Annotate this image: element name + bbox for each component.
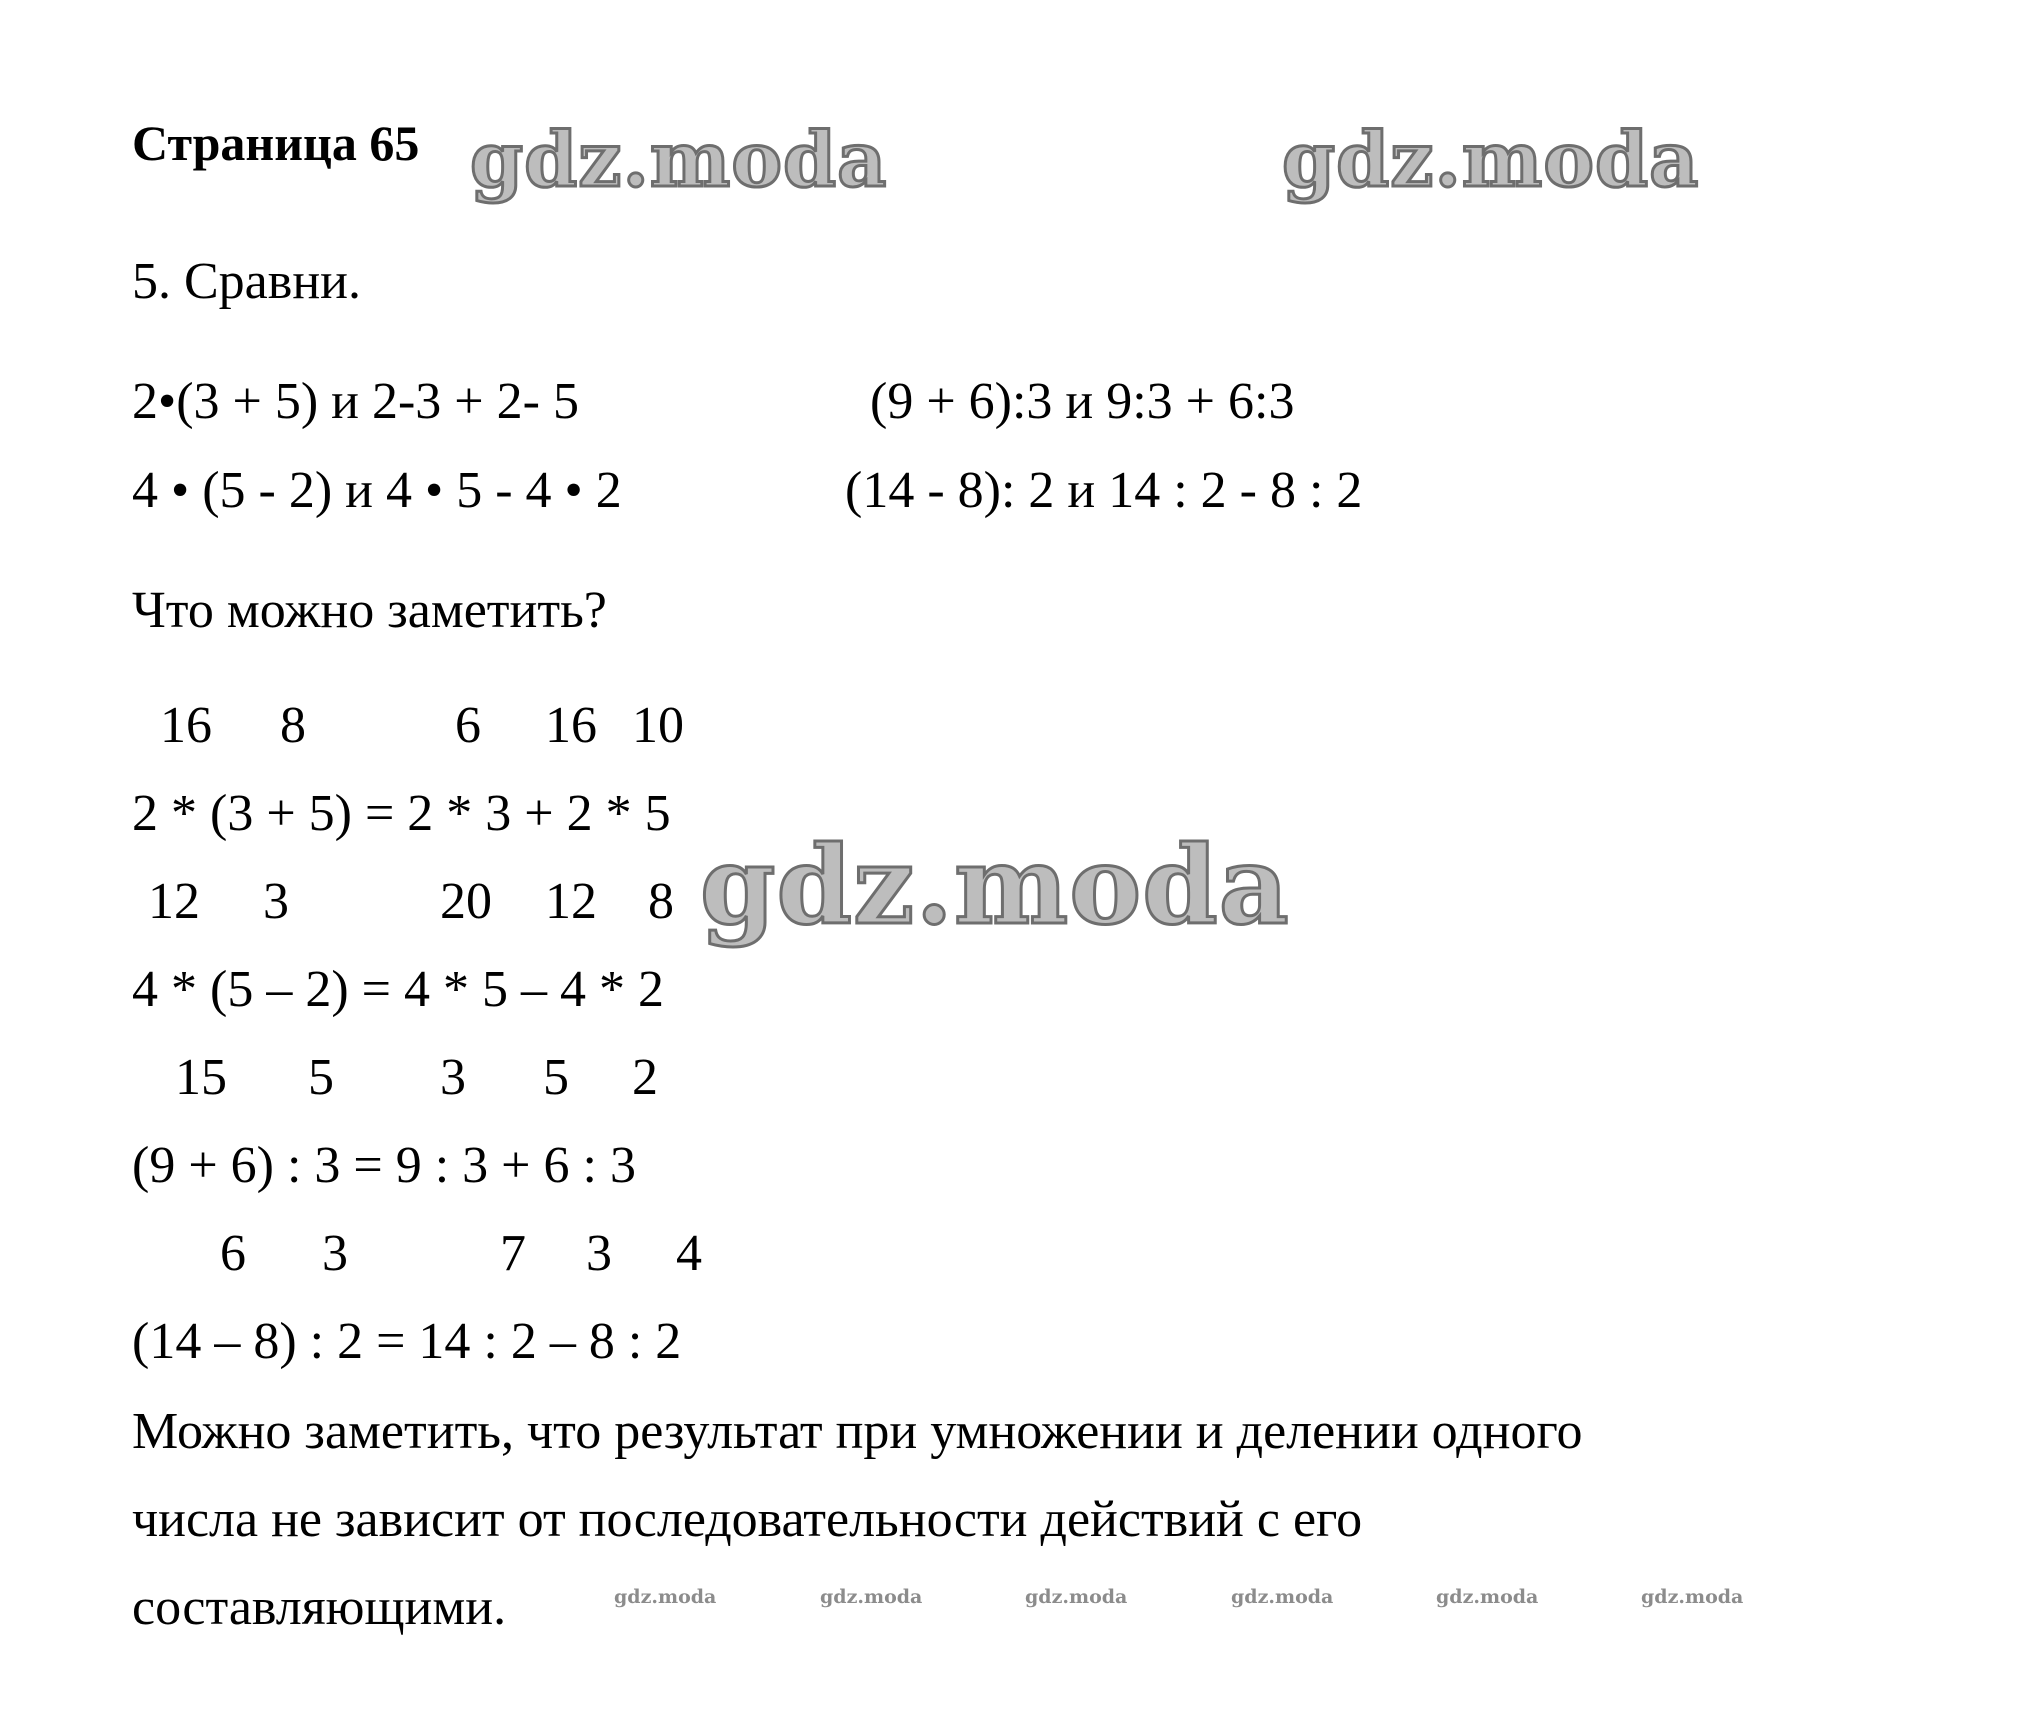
watermark-logo: gdz.moda bbox=[1282, 115, 1700, 204]
intermediate-value: 5 bbox=[308, 1049, 334, 1106]
intermediate-value: 3 bbox=[263, 873, 289, 930]
intermediate-value: 16 bbox=[160, 697, 212, 754]
intermediate-value: 16 bbox=[545, 697, 597, 754]
intermediate-value: 3 bbox=[440, 1049, 466, 1106]
solution-equation: (14 – 8) : 2 = 14 : 2 – 8 : 2 bbox=[132, 1313, 682, 1370]
solution-equation: 2 * (3 + 5) = 2 * 3 + 2 * 5 bbox=[132, 785, 671, 842]
solution-equation: (9 + 6) : 3 = 9 : 3 + 6 : 3 bbox=[132, 1137, 636, 1194]
watermark-logo: gdz.moda bbox=[1231, 1586, 1334, 1608]
intermediate-value: 5 bbox=[543, 1049, 569, 1106]
conclusion-text: Можно заметить, что результат при умножении и делении одного bbox=[132, 1403, 1583, 1460]
intermediate-value: 2 bbox=[632, 1049, 658, 1106]
intermediate-value: 4 bbox=[676, 1225, 702, 1282]
intermediate-value: 10 bbox=[632, 697, 684, 754]
intermediate-value: 6 bbox=[455, 697, 481, 754]
solution-equation: 4 * (5 – 2) = 4 * 5 – 4 * 2 bbox=[132, 961, 664, 1018]
task-expression-4: (14 - 8): 2 и 14 : 2 - 8 : 2 bbox=[845, 462, 1363, 519]
task-expression-2: (9 + 6):3 и 9:3 + 6:3 bbox=[870, 373, 1295, 430]
page-title: Страница 65 bbox=[132, 115, 420, 171]
task-expression-3: 4 • (5 - 2) и 4 • 5 - 4 • 2 bbox=[132, 462, 622, 519]
intermediate-value: 6 bbox=[220, 1225, 246, 1282]
intermediate-value: 3 bbox=[322, 1225, 348, 1282]
intermediate-value: 8 bbox=[280, 697, 306, 754]
intermediate-value: 15 bbox=[175, 1049, 227, 1106]
watermark-logo: gdz.moda bbox=[1436, 1586, 1539, 1608]
intermediate-value: 7 bbox=[500, 1225, 526, 1282]
watermark-logo: gdz.moda bbox=[820, 1586, 923, 1608]
watermark-logo: gdz.moda bbox=[470, 115, 888, 204]
task-heading: 5. Сравни. bbox=[132, 253, 361, 310]
intermediate-value: 3 bbox=[586, 1225, 612, 1282]
conclusion-text: составляющими. bbox=[132, 1579, 507, 1636]
task-question: Что можно заметить? bbox=[132, 582, 607, 639]
intermediate-value: 12 bbox=[148, 873, 200, 930]
intermediate-value: 8 bbox=[648, 873, 674, 930]
intermediate-value: 12 bbox=[545, 873, 597, 930]
watermark-logo: gdz.moda bbox=[700, 823, 1290, 949]
watermark-logo: gdz.moda bbox=[614, 1586, 717, 1608]
task-expression-1: 2•(3 + 5) и 2-3 + 2- 5 bbox=[132, 373, 579, 430]
intermediate-value: 20 bbox=[440, 873, 492, 930]
conclusion-text: числа не зависит от последовательности действий с его bbox=[132, 1491, 1363, 1548]
watermark-logo: gdz.moda bbox=[1641, 1586, 1744, 1608]
watermark-logo: gdz.moda bbox=[1025, 1586, 1128, 1608]
